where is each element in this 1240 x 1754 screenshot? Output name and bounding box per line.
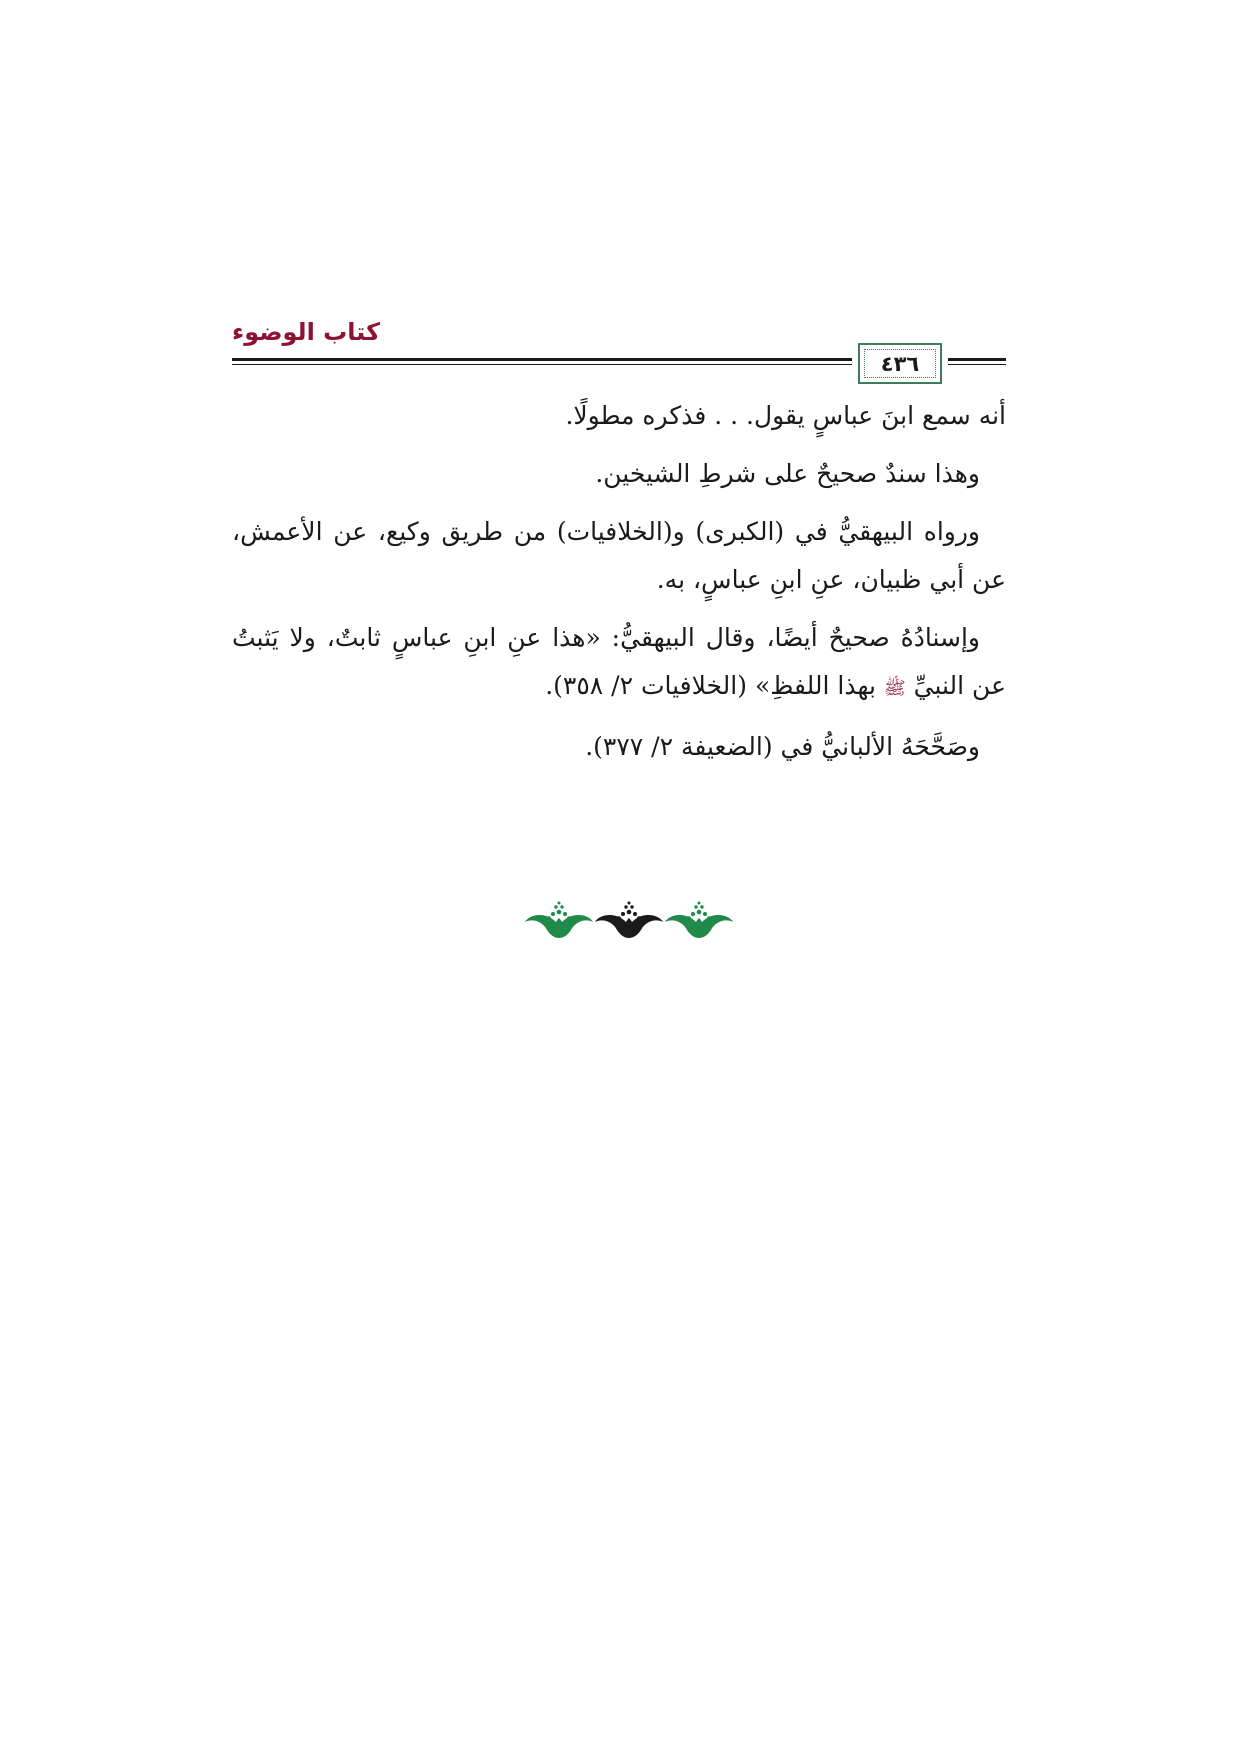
paragraph-1: أنه سمع ابنَ عباسٍ يقول. . . فذكره مطولًا. — [565, 401, 1006, 430]
paragraph-4-citation: بهذا اللفظِ» (الخلافيات ٢/ ٣٥٨). — [545, 671, 884, 700]
paragraph-4 — [232, 614, 1006, 713]
paragraph-5: وصَحَّحَهُ الألبانيُّ في (الضعيفة ٢/ ٣٧٧). — [585, 732, 980, 761]
paragraph-4-text: وإسنادُهُ صحيحٌ أيضًا، وقال البيهقيُّ: «هذا عنِ ابنِ عباسٍ ثابتٌ، ولا يَثبتُ عن النبيِّ — [232, 623, 1006, 700]
page-number-badge — [858, 343, 942, 384]
lotus-ornament-icon — [525, 902, 593, 939]
salawat-glyph: ﷺ — [883, 678, 906, 699]
section-end-ornament — [524, 894, 734, 938]
running-title: كتاب الوضوء — [232, 318, 381, 346]
lotus-ornament-icon — [665, 902, 733, 939]
paragraph-2: وهذا سندٌ صحيحٌ على شرطِ الشيخين. — [595, 459, 980, 488]
body-text — [232, 392, 1006, 781]
page-number: ٤٣٦ — [880, 351, 920, 376]
lotus-ornament-icon — [595, 902, 663, 939]
paragraph-3: ورواه البيهقيُّ في (الكبرى) و(الخلافيات) من طريق وكيع، عن الأعمش، عن أبي ظبيان، عنِ ابنِ عباسٍ، به. — [232, 517, 1006, 594]
